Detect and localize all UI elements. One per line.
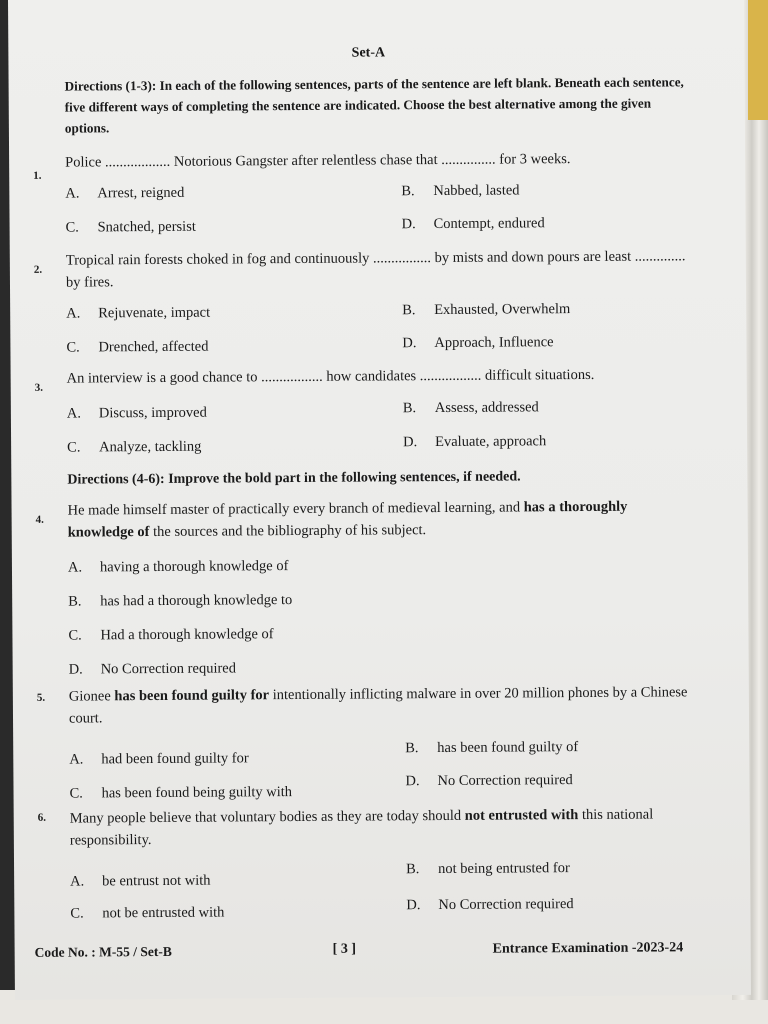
option-letter: D. bbox=[402, 335, 417, 352]
option-text: Nabbed, lasted bbox=[433, 182, 520, 200]
question-text bbox=[67, 495, 687, 543]
option-b bbox=[402, 301, 570, 319]
option-letter: A. bbox=[69, 751, 84, 768]
option-letter: B. bbox=[402, 302, 416, 319]
option-a bbox=[68, 558, 289, 577]
question-number: 6. bbox=[37, 811, 47, 824]
set-title: Set-A bbox=[351, 45, 386, 61]
option-text: Approach, Influence bbox=[434, 334, 554, 352]
option-text: Contempt, endured bbox=[433, 215, 545, 233]
question-text: Tropical rain forests choked in fog and continuously ................ by mists and down pours are least .............. by fires. bbox=[65, 248, 686, 291]
option-letter: C. bbox=[66, 339, 80, 356]
option-b bbox=[68, 592, 292, 611]
option-text: Exhausted, Overwhelm bbox=[434, 301, 571, 319]
option-text: not be entrusted with bbox=[102, 904, 225, 922]
question-text-pre: Gionee bbox=[68, 688, 115, 705]
option-letter: B. bbox=[405, 740, 419, 757]
option-a bbox=[69, 750, 249, 768]
option-letter: A. bbox=[70, 873, 85, 890]
option-letter: A. bbox=[66, 305, 81, 322]
option-letter: B. bbox=[406, 861, 420, 878]
option-letter: A. bbox=[67, 559, 83, 576]
option-c bbox=[67, 439, 201, 457]
option-letter: D. bbox=[68, 661, 83, 678]
option-b bbox=[406, 860, 570, 878]
option-text: Arrest, reigned bbox=[97, 184, 185, 202]
option-d bbox=[69, 660, 236, 678]
option-c bbox=[66, 339, 208, 357]
option-text: Evaluate, approach bbox=[435, 433, 547, 451]
option-b bbox=[405, 739, 578, 757]
option-text: has been found being guilty with bbox=[101, 784, 293, 802]
option-b bbox=[401, 182, 519, 200]
option-text: Rejuvenate, impact bbox=[98, 304, 211, 322]
page-stack-yellow-edge bbox=[748, 0, 768, 120]
option-letter: C. bbox=[67, 439, 81, 456]
question-text-post: the sources and the bibliography of his subject. bbox=[149, 522, 427, 541]
option-c bbox=[66, 219, 196, 237]
question-text-bold: has a thoroughly knowledge of bbox=[67, 498, 628, 541]
option-letter: A. bbox=[66, 405, 82, 422]
question-text-pre: He made himself master of practically every branch of medieval learning, and bbox=[67, 499, 524, 519]
option-a bbox=[65, 185, 184, 203]
option-a bbox=[67, 405, 207, 423]
option-letter: B. bbox=[402, 400, 417, 417]
question-number: 4. bbox=[35, 513, 44, 526]
option-text: had been found guilty for bbox=[101, 750, 249, 768]
option-text: No Correction required bbox=[437, 772, 573, 790]
option-text: having a thorough knowledge of bbox=[99, 558, 289, 576]
option-c bbox=[70, 905, 224, 923]
question-text-post: this national responsibility. bbox=[69, 806, 654, 849]
option-letter: C. bbox=[69, 785, 83, 802]
exam-page bbox=[8, 0, 751, 1000]
option-text: Snatched, persist bbox=[97, 218, 196, 236]
option-letter: B. bbox=[401, 183, 415, 200]
option-letter: C. bbox=[68, 627, 82, 644]
option-text: Drenched, affected bbox=[98, 338, 209, 356]
option-a bbox=[70, 873, 210, 891]
option-text: has had a thorough knowledge to bbox=[100, 592, 293, 610]
option-letter: A. bbox=[65, 185, 80, 202]
question-number: 5. bbox=[36, 691, 46, 704]
option-letter: D. bbox=[403, 434, 418, 451]
question-text-bold: has been found guilty for bbox=[114, 687, 270, 705]
option-text: Had a thorough knowledge of bbox=[100, 626, 274, 644]
option-letter: D. bbox=[405, 773, 420, 790]
option-text: No Correction required bbox=[438, 896, 574, 914]
question-text-post: intentionally inflicting malware in over 20 million phones by a Chinese court. bbox=[68, 684, 688, 727]
option-d bbox=[402, 334, 553, 352]
option-letter: C. bbox=[70, 905, 84, 922]
option-b bbox=[403, 399, 539, 417]
option-text: No Correction required bbox=[100, 660, 237, 678]
option-d bbox=[403, 433, 546, 451]
option-c bbox=[69, 784, 292, 803]
option-letter: D. bbox=[406, 897, 421, 914]
question-text-bold: not entrusted with bbox=[464, 807, 579, 824]
question-number: 1. bbox=[33, 169, 42, 182]
question-text bbox=[70, 803, 690, 851]
question-text: Police .................. Notorious Gangster after relentless chase that ............... for 3 weeks. bbox=[65, 151, 571, 171]
option-text: has been found guilty of bbox=[437, 739, 579, 757]
option-a bbox=[66, 305, 210, 323]
option-c bbox=[68, 626, 273, 644]
option-text: Assess, addressed bbox=[434, 399, 539, 417]
question-text bbox=[69, 681, 689, 729]
page-number: [ 3 ] bbox=[332, 941, 357, 957]
option-text: not being entrusted for bbox=[438, 860, 570, 878]
option-d bbox=[402, 215, 545, 233]
question-text: An interview is a good chance to ................. how candidates ................. difficult situations. bbox=[66, 366, 595, 387]
option-letter: C. bbox=[65, 219, 79, 236]
option-letter: D. bbox=[401, 216, 416, 233]
directions-1-3: Directions (1-3): In each of the following sentences, parts of the sentence are left blank. Beneath each sentence, five different ways of completing the sentence are indicated. Choose the best alternative among the given options. bbox=[64, 74, 684, 136]
directions-4-6: Directions (4-6): Improve the bold part in the following sentences, if needed. bbox=[67, 469, 521, 488]
option-text: be entrust not with bbox=[102, 872, 211, 890]
question-text-pre: Many people believe that voluntary bodies as they are today should bbox=[69, 807, 465, 827]
option-letter: B. bbox=[68, 593, 82, 610]
question-number: 3. bbox=[34, 381, 43, 394]
option-d bbox=[405, 772, 572, 790]
question-number: 2. bbox=[33, 263, 43, 276]
option-d bbox=[406, 896, 573, 914]
option-text: Discuss, improved bbox=[98, 404, 207, 422]
option-text: Analyze, tackling bbox=[99, 438, 202, 456]
footer-code-number: Code No. : M-55 / Set-B bbox=[34, 943, 172, 960]
footer-exam-name: Entrance Examination -2023-24 bbox=[492, 940, 684, 957]
